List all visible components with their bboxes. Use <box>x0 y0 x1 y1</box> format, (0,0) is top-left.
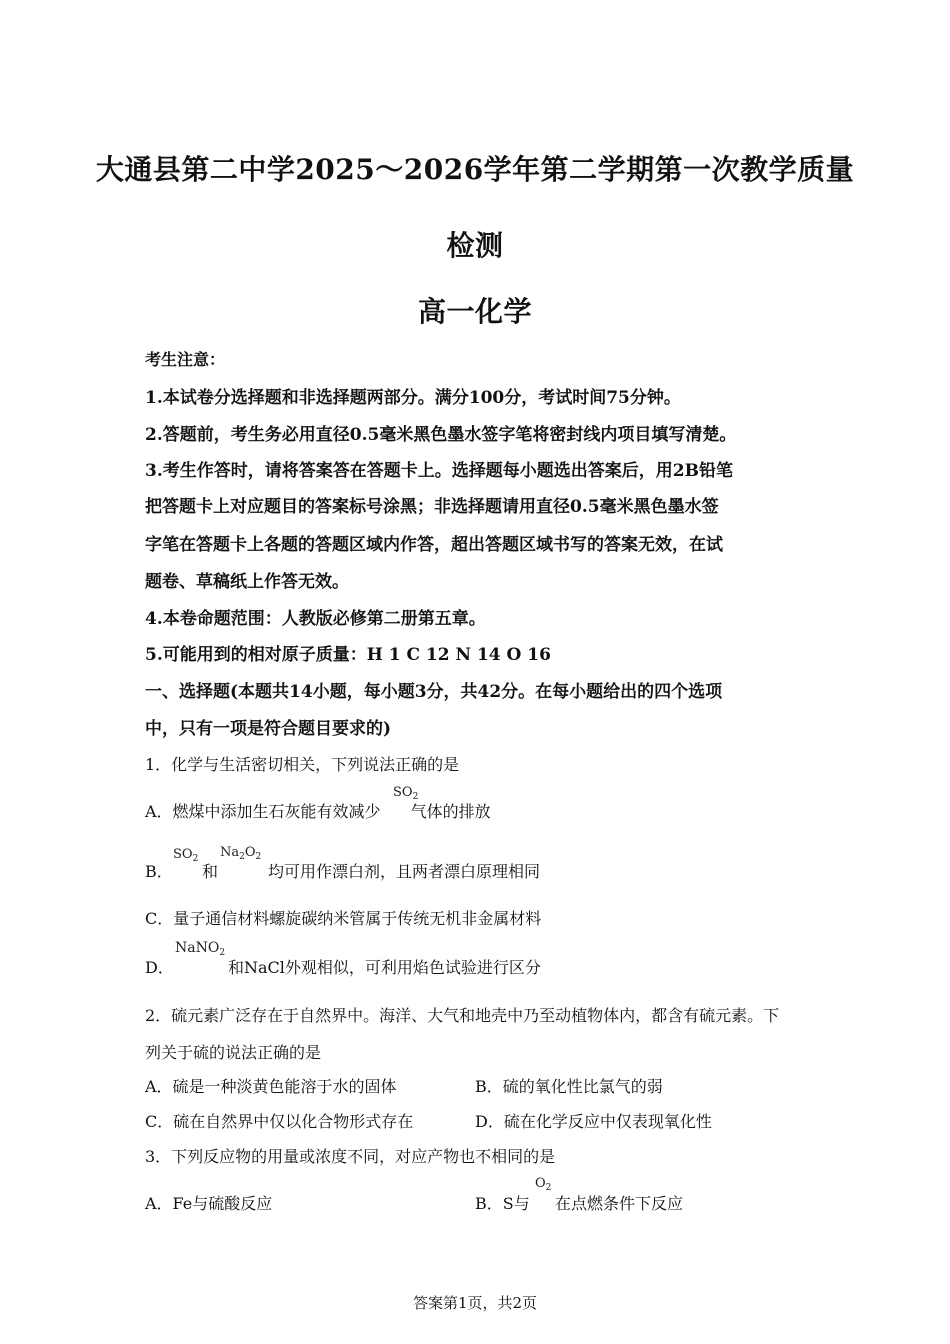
page-footer: 答案第1页，共2页 <box>412 1294 538 1312</box>
q1-option-b-and: 和 <box>202 862 219 881</box>
notice-item-5: 5.可能用到的相对原子质量：H 1 C 12 N 14 O 16 <box>145 645 551 665</box>
section-heading-line1: 一、选择题(本题共14小题，每小题3分，共42分。在每小题给出的四个选项 <box>145 682 723 702</box>
exam-title-line1: 大通县第二中学2025～2026学年第二学期第一次教学质量 <box>95 153 855 186</box>
q1-option-d-text: 和NaCl外观相似，可利用焰色试验进行区分 <box>228 958 541 977</box>
notice-item-3-cont3: 题卷、草稿纸上作答无效。 <box>145 572 349 592</box>
notice-heading: 考生注意： <box>145 350 226 369</box>
notice-item-3: 3.考生作答时，请将答案答在答题卡上。选择题每小题选出答案后，用2B铅笔 <box>145 461 733 481</box>
q1-option-b-formula1: $SO_2$ <box>173 847 199 864</box>
q1-stem: 1．化学与生活密切相关，下列说法正确的是 <box>145 755 460 774</box>
q2-stem-line2: 列关于硫的说法正确的是 <box>145 1043 322 1062</box>
q1-option-b-text: 均可用作漂白剂，且两者漂白原理相同 <box>268 862 541 881</box>
q1-option-a-formula: $SO_2$ <box>393 785 419 802</box>
q1-option-a-text: A．燃煤中添加生石灰能有效减少 <box>145 802 381 821</box>
notice-item-3-cont1: 把答题卡上对应题目的答案标号涂黑；非选择题请用直径0.5毫米黑色墨水签 <box>145 497 719 517</box>
q3-option-b-label: B．S与 <box>475 1194 530 1213</box>
q2-option-d: D．硫在化学反应中仅表现氧化性 <box>475 1112 712 1131</box>
q2-option-b: B．硫的氧化性比氯气的弱 <box>475 1077 663 1096</box>
q3-option-a: A．Fe与硫酸反应 <box>145 1194 273 1213</box>
q1-option-b-formula2: $Na_2O_2$ <box>220 845 262 862</box>
q1-option-a <box>145 799 491 822</box>
section-heading-line2: 中，只有一项是符合题目要求的) <box>145 719 392 739</box>
q3-option-b-formula: $O_2$ <box>535 1176 552 1193</box>
q2-option-c: C．硫在自然界中仅以化合物形式存在 <box>145 1112 414 1131</box>
notice-item-2: 2.答题前，考生务必用直径0.5毫米黑色墨水签字笔将密封线内项目填写清楚。 <box>145 425 737 445</box>
q1-option-b-label: B． <box>145 862 173 881</box>
q3-option-b-text: 在点燃条件下反应 <box>555 1194 684 1213</box>
q1-option-d-label: D． <box>145 958 174 977</box>
q2-option-a: A．硫是一种淡黄色能溶于水的固体 <box>145 1077 397 1096</box>
exam-subject: 高一化学 <box>417 295 532 328</box>
q1-option-a-text-after: 气体的排放 <box>410 802 491 821</box>
notice-item-4: 4.本卷命题范围：人教版必修第二册第五章。 <box>145 609 486 629</box>
q1-option-d-formula: NaNO$_2$ <box>175 940 226 958</box>
q1-option-b <box>145 859 173 882</box>
notice-item-1: 1.本试卷分选择题和非选择题两部分。满分100分，考试时间75分钟。 <box>145 388 681 408</box>
q3-stem: 3．下列反应物的用量或浓度不同，对应产物也不相同的是 <box>145 1147 556 1166</box>
notice-item-3-cont2: 字笔在答题卡上各题的答题区域内作答，超出答题区域书写的答案无效，在试 <box>145 535 723 555</box>
q1-option-c: C．量子通信材料螺旋碳纳米管属于传统无机非金属材料 <box>145 909 542 928</box>
exam-title-line2: 检测 <box>446 229 504 262</box>
q2-stem-line1: 2．硫元素广泛存在于自然界中。海洋、大气和地壳中乃至动植物体内，都含有硫元素。下 <box>145 1006 780 1025</box>
